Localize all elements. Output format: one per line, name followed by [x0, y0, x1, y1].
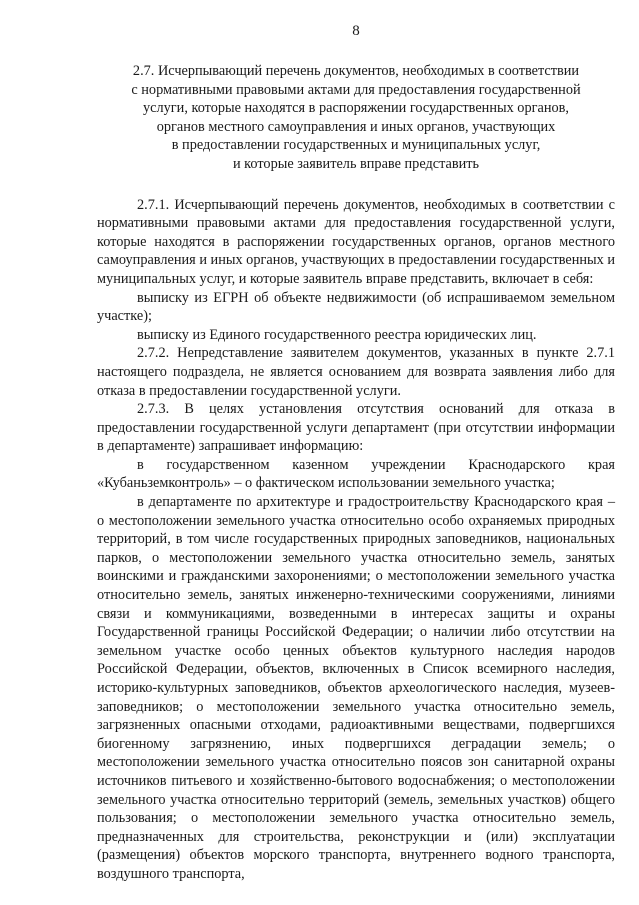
paragraph-2-7-1: 2.7.1. Исчерпывающий перечень документов, необходимых в соответствии с нормативными правовыми актами для предоставления государственной услуги, которые находятся в распоряжении государственных органов, органов местного самоуправления и иных органов, участвующих в предоставлении государственных и муниципальных услуг, и которые заявитель вправе представить, включает в себя: [97, 196, 615, 287]
paragraph-2-7-2: 2.7.2. Непредставление заявителем документов, указанных в пункте 2.7.1 настоящего подраздела, не является основанием для возврата заявления либо для отказа в предоставлении государственной услуги. [97, 345, 615, 399]
page-number: 8 [352, 23, 360, 39]
paragraph-architecture-department: в департаменте по архитектуре и градостроительству Краснодарского края – о местоположении земельного участка относительно особо охраняемых природных территорий, в том числе государственных природных заповедников, национальных парков, о местоположении земельного участка относительно земель, занятых воинскими и гражданскими захоронениями; о местоположении земельного участка относительно земель, занятых инженерно-техническими сооружениями, линиями связи и коммуникациями, возведенными в интересах защиты и охраны Государственной границы Российской Федерации; о наличии либо отсутствии на земельном участке особо ценных объектов культурного наследия народов Российской Федерации, объектов, включенных в Список всемирного наследия, историко-культурных заповедников, объектов археологического наследия, музеев-заповедников; о местоположении земельного участка относительно земель, загрязненных опасными отходами, радиоактивными веществами, подвергшихся биогенному загрязнению, иных подвергшихся деградации земель; о местоположении земельного участка относительно поясов зон санитарной охраны источников питьевого и хозяйственно-бытового водоснабжения; о местоположении земельного участка относительно территорий (земель, земельных участков) общего пользования; о местоположении земельного участка относительно земель, предназначенных для строительства, реконструкции и (или) эксплуатации (размещения) объектов морского транспорта, внутреннего водного транспорта, воздушного транспорта, [97, 494, 615, 882]
section-heading [97, 62, 615, 174]
heading-line: услуги, которые находятся в распоряжении государственных органов, [143, 100, 569, 117]
paragraph-egrul-extract: выписку из Единого государственного реестра юридических лиц. [137, 326, 537, 343]
heading-line: органов местного самоуправления и иных органов, участвующих [156, 118, 556, 135]
document-body [97, 196, 615, 884]
heading-line: в предоставлении государственных и муниципальных услуг, [171, 137, 541, 154]
paragraph-kubanzemkontrol: в государственном казенном учреждении Краснодарского края «Кубаньземконтроль» – о фактическом использовании земельного участка; [97, 456, 615, 492]
heading-line: 2.7. Исчерпывающий перечень документов, необходимых в соответствии [132, 63, 580, 79]
paragraph-egrn-extract: выписку из ЕГРН об объекте недвижимости (об испрашиваемом земельном участке); [97, 289, 615, 325]
heading-line: и которые заявитель вправе представить [232, 155, 480, 172]
paragraph-2-7-3: 2.7.3. В целях установления отсутствия оснований для отказа в предоставлении государственной услуги департамент (при отсутствии информации в департаменте) запрашивает информацию: [97, 401, 615, 455]
heading-line: с нормативными правовыми актами для предоставления государственной [131, 81, 581, 98]
